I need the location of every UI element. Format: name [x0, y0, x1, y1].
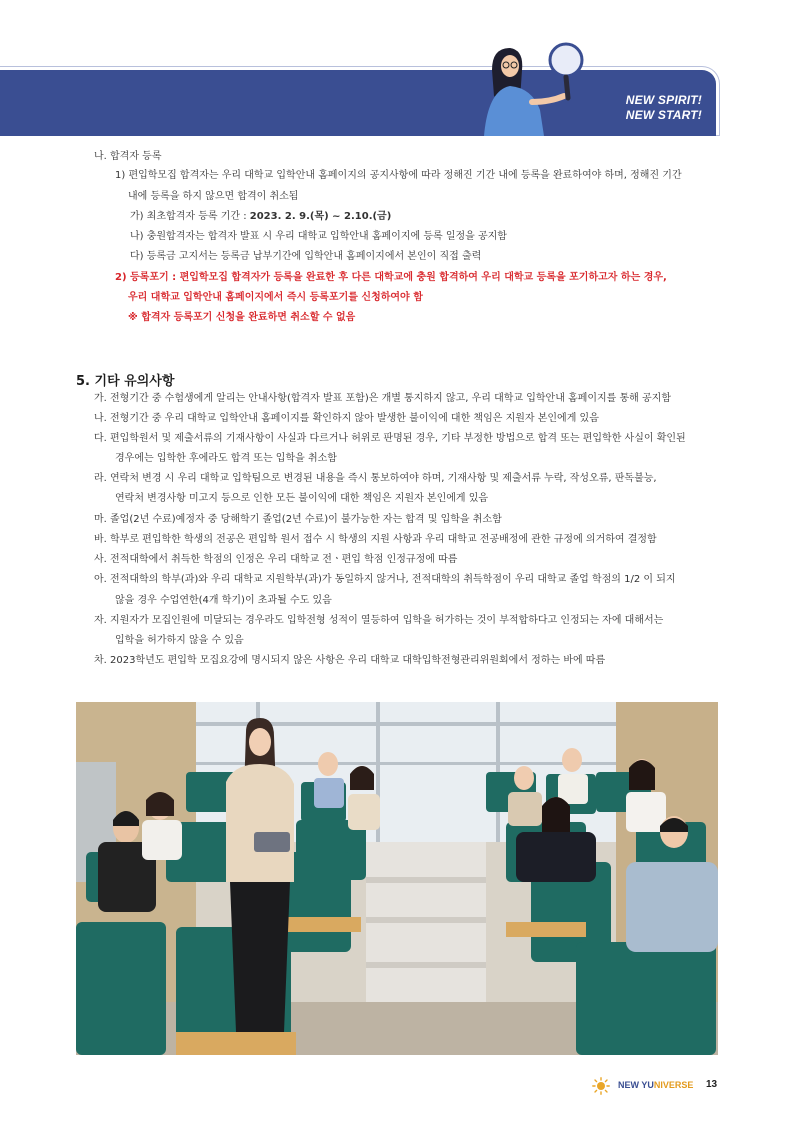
- registration-sub-na: 나) 충원합격자는 합격자 발표 시 우리 대학교 입학안내 홈페이지에 등록 일정을 공지함: [130, 231, 507, 242]
- note-item-ja-line2: 입학을 허가하지 않을 수 있음: [115, 635, 244, 646]
- note-item-a-line2: 않을 경우 수업연한(4개 학기)이 초과될 수도 있음: [115, 595, 332, 606]
- note-item-sa: 사. 전적대학에서 취득한 학점의 인정은 우리 대학교 전ㆍ편입 학점 인정규정에 따름: [94, 554, 458, 565]
- magnifier-figure-illustration: [470, 40, 590, 140]
- registration-item2-line2: 우리 대학교 입학안내 홈페이지에서 즉시 등록포기를 신청하여야 함: [128, 292, 423, 303]
- registration-sub-da: 다) 등록금 고지서는 등록금 납부기간에 입학안내 홈페이지에서 본인이 직접 출력: [130, 251, 482, 262]
- footer-brand-accent: NIVERSE: [653, 1080, 694, 1090]
- classroom-photo-illustration: [76, 702, 718, 1055]
- note-item-ra-line1: 라. 연락처 변경 시 우리 대학교 입학팀으로 변경된 내용을 즉시 통보하여야 하며, 기재사항 및 제출서류 누락, 작성오류, 판독불능,: [94, 473, 657, 484]
- note-item-ba: 바. 학부로 편입학한 학생의 전공은 편입학 원서 접수 시 학생의 지원 사항과 우리 대학교 전공배정에 관한 규정에 의거하여 결정함: [94, 534, 657, 545]
- footer-brand: [618, 1080, 693, 1090]
- section-title-notes: 5. 기타 유의사항: [76, 374, 175, 389]
- registration-sub-ga-label: 가) 최초합격자 등록 기간 :: [130, 211, 250, 222]
- sun-logo-icon: [592, 1077, 610, 1095]
- note-item-da-line1: 다. 편입학원서 및 제출서류의 기재사항이 사실과 다르거나 허위로 판명된 경우, 기타 부정한 방법으로 합격 또는 편입학한 사실이 확인된: [94, 433, 686, 444]
- note-item-ra-line2: 연락처 변경사항 미고지 등으로 인한 모든 불이익에 대한 책임은 지원자 본인에게 있음: [115, 493, 489, 504]
- note-item-ja-line1: 자. 지원자가 모집인원에 미달되는 경우라도 입학전형 성적이 열등하여 입학을 허가하는 것이 부적합하다고 인정되는 자에 대해서는: [94, 615, 664, 626]
- registration-sub-ga: [130, 210, 391, 224]
- footer-brand-prefix: NEW YU: [618, 1080, 654, 1090]
- registration-heading: 나. 합격자 등록: [94, 151, 162, 162]
- note-item-cha: 차. 2023학년도 편입학 모집요강에 명시되지 않은 사항은 우리 대학교 대학입학전형관리위원회에서 정하는 바에 따름: [94, 655, 606, 666]
- registration-period-date: 2023. 2. 9.(목) ~ 2.10.(금): [249, 211, 392, 222]
- header-band: [0, 70, 716, 136]
- registration-item1-line2: 내에 등록을 하지 않으면 합격이 취소됨: [128, 191, 299, 202]
- header-slogan: [626, 93, 702, 123]
- slogan-line-1: NEW SPIRIT!: [625, 93, 702, 107]
- page-number: 13: [706, 1079, 718, 1090]
- registration-item2-line1: 2) 등록포기 : 편입학모집 합격자가 등록을 완료한 후 다른 대학교에 충원 합격하여 우리 대학교 등록을 포기하고자 하는 경우,: [115, 272, 667, 283]
- note-item-da-line2: 경우에는 입학한 후에라도 합격 또는 입학을 취소함: [115, 453, 337, 464]
- slogan-line-2: NEW START!: [625, 108, 702, 122]
- note-item-na: 나. 전형기간 중 우리 대학교 입학안내 홈페이지를 확인하지 않아 발생한 불이익에 대한 책임은 지원자 본인에게 있음: [94, 413, 599, 424]
- note-item-ma: 마. 졸업(2년 수료)예정자 중 당해학기 졸업(2년 수료)이 불가능한 자는 합격 및 입학을 취소함: [94, 514, 502, 525]
- classroom-photo: [76, 702, 718, 1055]
- note-item-ga: 가. 전형기간 중 수험생에게 알리는 안내사항(합격자 발표 포함)은 개별 통지하지 않고, 우리 대학교 입학안내 홈페이지를 통해 공지함: [94, 393, 671, 404]
- note-item-a-line1: 아. 전적대학의 학부(과)와 우리 대학교 지원학부(과)가 동일하지 않거나, 전적대학의 취득학점이 우리 대학교 졸업 학점의 1/2 이 되지: [94, 574, 676, 585]
- registration-item1-line1: 1) 편입학모집 합격자는 우리 대학교 입학안내 홈페이지의 공지사항에 따라 정해진 기간 내에 등록을 완료하여야 하며, 정해진 기간: [115, 170, 682, 181]
- registration-item2-note: ※ 합격자 등록포기 신청을 완료하면 취소할 수 없음: [128, 312, 356, 323]
